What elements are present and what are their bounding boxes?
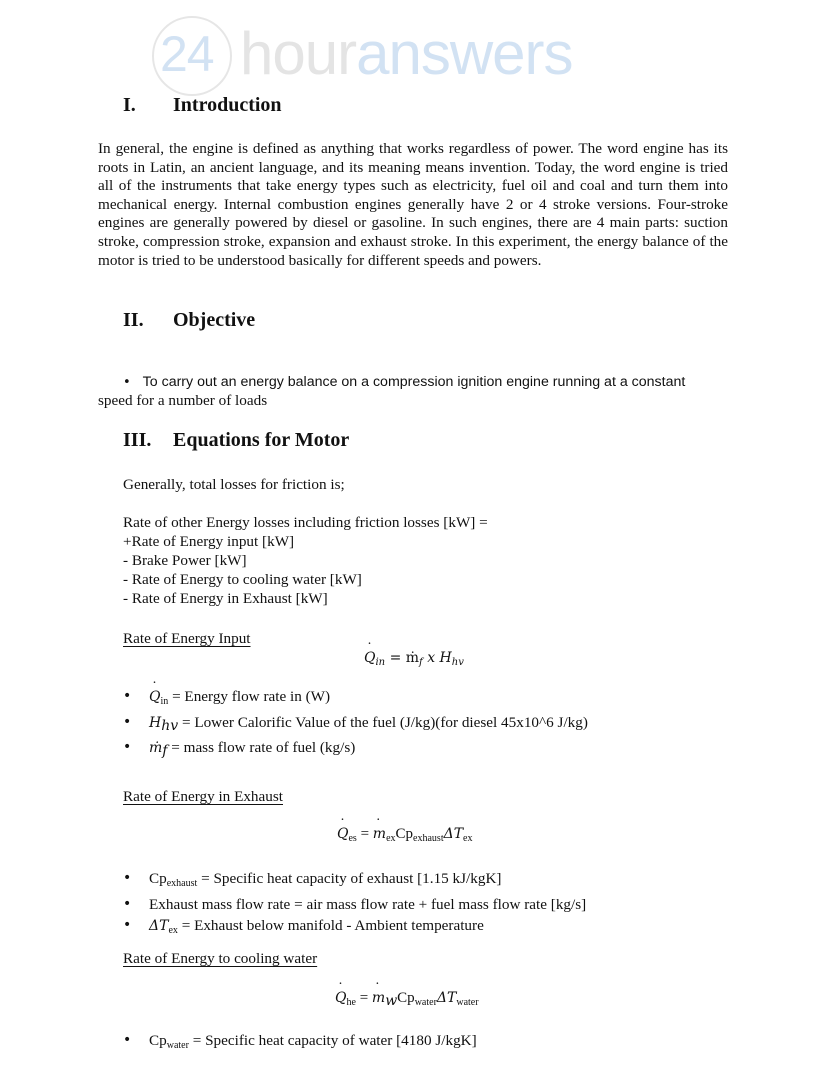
- heading-energy-exhaust: Rate of Energy in Exhaust: [123, 788, 283, 805]
- bullet-item: [123, 712, 588, 737]
- bullet-item: [123, 915, 586, 941]
- bullet-sub: hv: [161, 718, 179, 734]
- energy-cooling-bullets: [123, 1030, 477, 1056]
- eq-sub: hv: [451, 657, 464, 668]
- watermark-logo: [152, 14, 652, 86]
- losses-line: +Rate of Energy input [kW]: [123, 533, 295, 550]
- bullet-text: Exhaust mass flow rate = air mass flow rate + fuel mass flow rate [kg/s]: [149, 896, 587, 913]
- objective-bullet: [123, 373, 685, 392]
- eq-sub: f: [419, 657, 423, 668]
- heading-energy-input: Rate of Energy Input: [123, 630, 251, 647]
- section-heading-objective: [123, 309, 255, 332]
- bullet-text: = Specific heat capacity of exhaust [1.15 kJ/kgK]: [201, 870, 502, 887]
- eq-part: ΔT: [436, 990, 457, 1006]
- eq-sub: ex: [463, 833, 473, 844]
- bullet-item: [123, 894, 586, 915]
- watermark-number: 24: [160, 26, 214, 82]
- eq-part: x H: [422, 650, 452, 666]
- bullet-symbol: ΔT: [149, 918, 169, 934]
- bullet-sub: ex: [168, 925, 178, 936]
- eq-part: Cp: [397, 990, 415, 1006]
- losses-list: [123, 513, 488, 608]
- eq-sub: ex: [386, 833, 396, 844]
- eq-sub: w: [385, 993, 398, 1009]
- section-number: III.: [123, 429, 152, 451]
- bullet-text: = Energy flow rate in (W): [172, 688, 331, 705]
- section-heading-introduction: [123, 94, 282, 117]
- eq-part: =: [355, 990, 372, 1006]
- eq-sub: in: [375, 657, 386, 668]
- bullet-symbol: H: [149, 715, 162, 731]
- watermark-word: [240, 20, 573, 87]
- losses-line: - Rate of Energy to cooling water [kW]: [123, 571, 362, 588]
- bullet-sub: exhaust: [166, 878, 198, 889]
- equation-energy-input: Q $˙_{in}$ = ṁ$_f$ x $H_{hv}$: [364, 650, 464, 668]
- losses-line: - Rate of Energy in Exhaust [kW]: [123, 590, 328, 607]
- watermark-word-answers: answers: [356, 20, 573, 87]
- heading-energy-cooling: Rate of Energy to cooling water: [123, 950, 318, 967]
- bullet-sub: f: [162, 743, 168, 759]
- section-title: Objective: [173, 309, 256, 331]
- eq-sub: es: [348, 833, 357, 844]
- watermark-word-hour: hour: [240, 20, 357, 87]
- bullet-item: • Q $˙_{in}$ = Energy flow rate in (W): [123, 686, 588, 712]
- energy-exhaust-bullets: [123, 868, 586, 941]
- eq-part: Cp: [395, 826, 414, 842]
- objective-text: To carry out an energy balance on a compression ignition engine running at a constant: [142, 374, 686, 390]
- section-title: Introduction: [173, 94, 282, 116]
- bullet-item: [123, 737, 588, 762]
- bullet-symbol: Cp: [149, 870, 167, 887]
- eq-sub: water: [414, 997, 437, 1008]
- section-title: Equations for Motor: [173, 429, 350, 451]
- eq-sub: he: [346, 997, 356, 1008]
- eq-part: = ṁ: [389, 650, 420, 666]
- section-number: I.: [123, 94, 136, 116]
- losses-line: Rate of other Energy losses including friction losses [kW] =: [123, 514, 488, 531]
- bullet-symbol: ṁ: [149, 740, 163, 756]
- section-number: II.: [123, 309, 144, 331]
- bullet-sub: in: [160, 696, 169, 707]
- section-heading-equations: [123, 429, 349, 452]
- objective-text-continued: speed for a number of loads: [98, 392, 268, 409]
- losses-line: - Brake Power [kW]: [123, 552, 247, 569]
- eq-sub: exhaust: [413, 833, 444, 844]
- bullet-item: [123, 1030, 477, 1056]
- eq-part: ΔT: [443, 826, 464, 842]
- eq-part: =: [356, 826, 373, 842]
- equation-energy-exhaust: Q $˙_{es} = m$ $˙_{ex}Cp_{exhaust}\Delta T_{ex}$: [337, 826, 473, 844]
- bullet-text: = Exhaust below manifold - Ambient temperature: [181, 917, 484, 934]
- bullet-item: [123, 868, 586, 894]
- energy-input-bullets: [123, 686, 588, 762]
- bullet-sub: water: [166, 1040, 189, 1051]
- introduction-paragraph: In general, the engine is defined as anything that works regardless of power. The word engine has its roots in Latin, an ancient language, and its meaning means invention. Today, the word engine is tried all of the instruments that take energy types such as electricity, fuel oil and coal and turn them into mechanical energy. Internal combustion engines generally have 2 or 4 stroke versions. Four-stroke engines are generally powered by diesel or gasoline. In such engines, there are 4 main parts: suction stroke, compression stroke, expansion and exhaust stroke. In this experiment, the energy balance of the motor is tried to be understood basically for different speeds and powers.: [98, 140, 728, 269]
- bullet-text: = Lower Calorific Value of the fuel (J/kg)(for diesel 45x10^6 J/kg): [181, 714, 588, 731]
- bullet-icon: •: [123, 375, 131, 390]
- bullet-text: = mass flow rate of fuel (kg/s): [171, 739, 356, 756]
- bullet-symbol: Cp: [149, 1032, 167, 1049]
- eq-sub: water: [456, 997, 479, 1008]
- equation-energy-cooling: Q $˙_{he} = m$ $˙_wCp_{water}\Delta T_{water}$: [335, 990, 479, 1009]
- friction-intro: Generally, total losses for friction is;: [123, 476, 345, 493]
- bullet-text: = Specific heat capacity of water [4180 J/kgK]: [192, 1032, 477, 1049]
